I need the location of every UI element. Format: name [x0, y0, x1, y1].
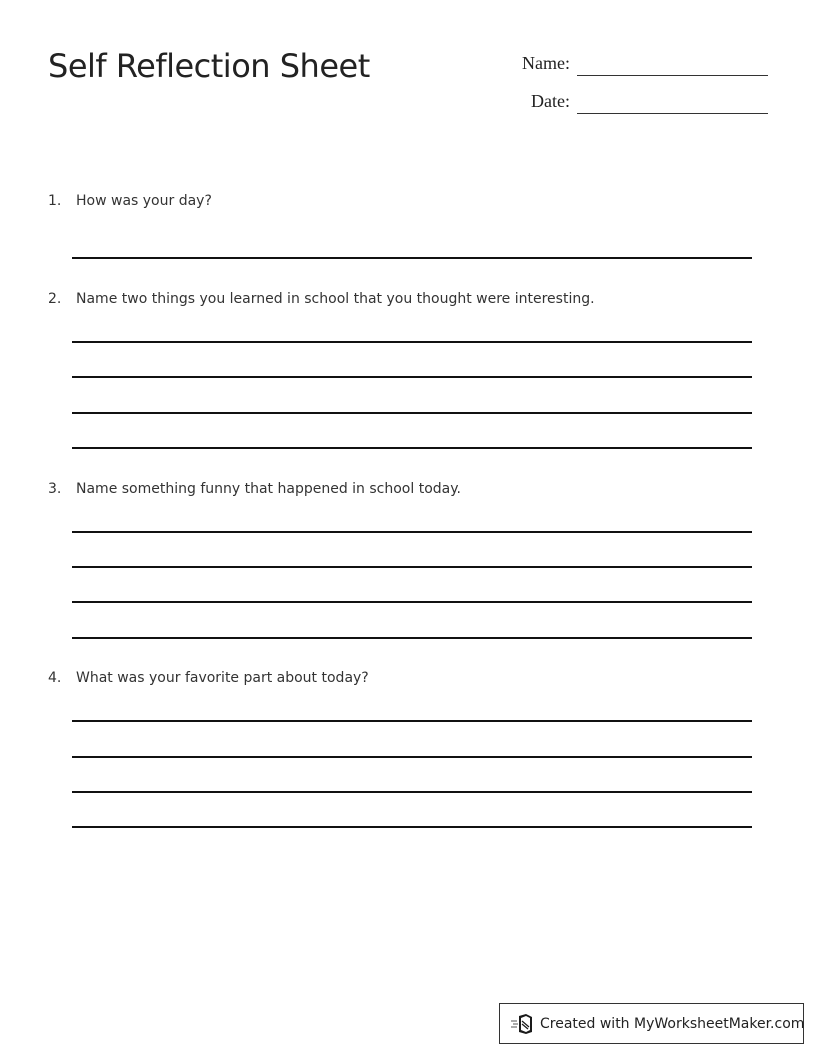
question-number: 1.	[48, 193, 62, 209]
page-title: Self Reflection Sheet	[48, 47, 370, 85]
question-number: 4.	[48, 670, 62, 686]
footer-badge	[499, 1003, 804, 1044]
question-text: How was your day?	[76, 193, 212, 209]
name-label: Name:	[522, 53, 570, 73]
question-text: Name something funny that happened in school today.	[76, 481, 461, 497]
answer-line-q2-4[interactable]	[72, 447, 752, 449]
answer-line-q4-4[interactable]	[72, 826, 752, 828]
answer-line-q4-1[interactable]	[72, 720, 752, 722]
question-text: What was your favorite part about today?	[76, 670, 369, 686]
name-field-row	[500, 53, 770, 77]
answer-line-q2-3[interactable]	[72, 412, 752, 414]
date-label: Date:	[531, 91, 570, 111]
answer-line-q2-2[interactable]	[72, 376, 752, 378]
date-field-row	[500, 91, 770, 115]
worksheet-logo-icon	[510, 1013, 534, 1035]
name-field[interactable]	[577, 75, 768, 76]
answer-line-q2-1[interactable]	[72, 341, 752, 343]
answer-line-q1-1[interactable]	[72, 257, 752, 259]
answer-line-q4-3[interactable]	[72, 791, 752, 793]
answer-line-q3-3[interactable]	[72, 601, 752, 603]
question-number: 2.	[48, 291, 62, 307]
date-field[interactable]	[577, 113, 768, 114]
question-number: 3.	[48, 481, 62, 497]
question-text: Name two things you learned in school that you thought were interesting.	[76, 291, 595, 307]
answer-line-q4-2[interactable]	[72, 756, 752, 758]
footer-text: Created with MyWorksheetMaker.com	[540, 1015, 805, 1032]
answer-line-q3-1[interactable]	[72, 531, 752, 533]
answer-line-q3-4[interactable]	[72, 637, 752, 639]
answer-line-q3-2[interactable]	[72, 566, 752, 568]
